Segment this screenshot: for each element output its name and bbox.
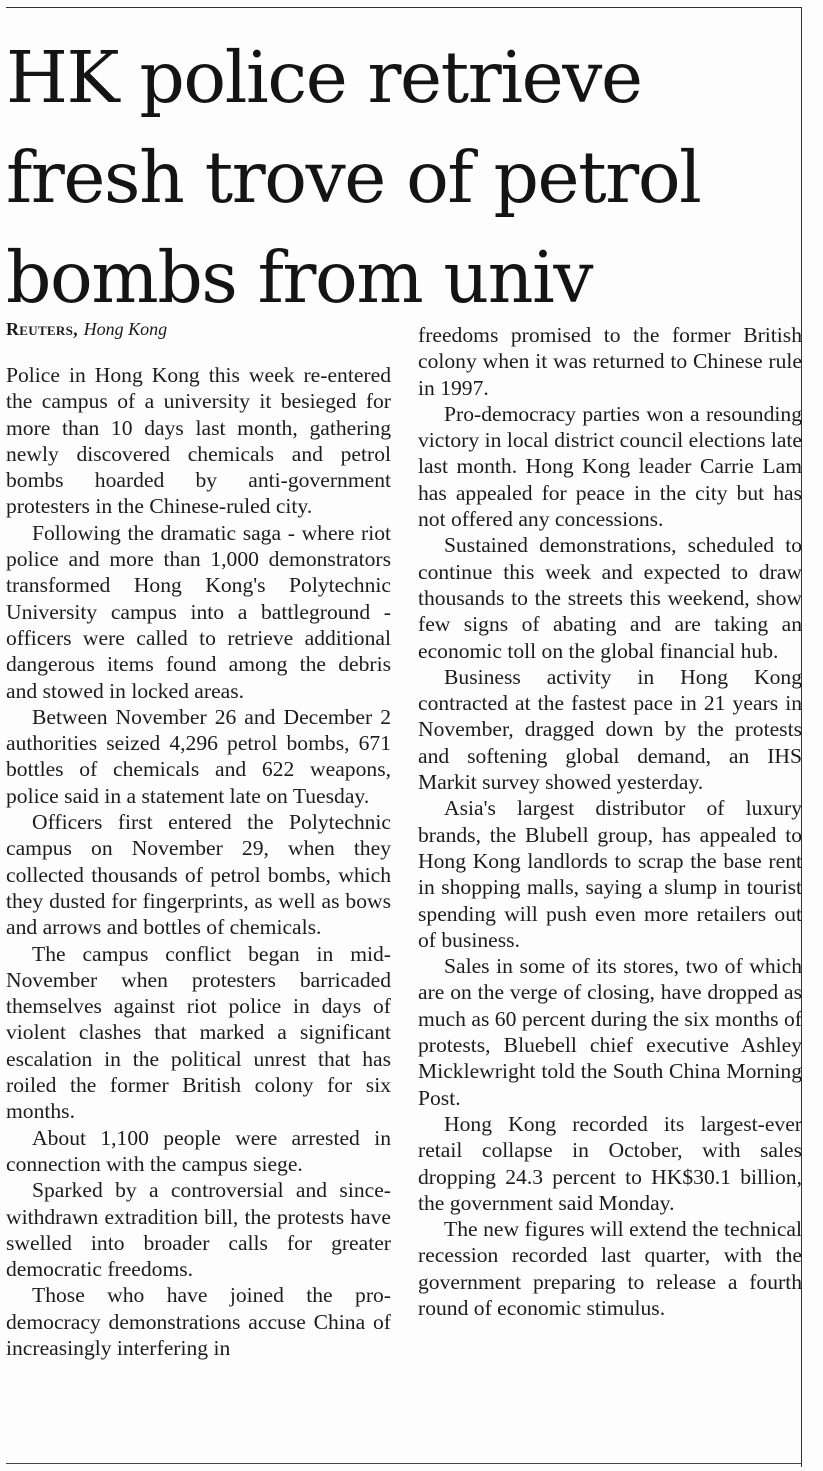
paragraph: Following the dramatic saga - where riot police and more than 1,000 demonstrators transformed Hong Kong's Polytechnic University campus into a battleground - officers were called to retrieve additional dangerous items found among the debris and stowed in locked areas.	[6, 520, 391, 703]
paragraph: Pro-democracy parties won a resounding victory in local district council elections late last month. Hong Kong leader Carrie Lam has appealed for peace in the city but has not offered any concessions.	[418, 401, 802, 532]
paragraph: Sales in some of its stores, two of which are on the verge of closing, have dropped as much as 60 percent during the six months of protests, Bluebell chief executive Ashley Micklewright told the South China Morning Post.	[418, 954, 802, 1110]
paragraph: The campus conflict began in mid-November when protesters barricaded themselves against riot police in days of violent clashes that marked a significant escalation in the political unrest that has roiled the former British colony for six months.	[6, 941, 391, 1124]
byline	[6, 318, 167, 340]
article-headline	[6, 28, 796, 328]
bottom-rule	[6, 1463, 802, 1464]
paragraph: About 1,100 people were arrested in connection with the campus siege.	[6, 1125, 391, 1176]
byline-place: Hong Kong	[83, 319, 168, 339]
paragraph: Sparked by a controversial and since-withdrawn extradition bill, the protests have swelled into broader calls for greater democratic freedoms.	[6, 1178, 391, 1282]
paragraph: Between November 26 and December 2 authorities seized 4,296 petrol bombs, 671 bottles of chemicals and 622 weapons, police said in a statement late on Tuesday.	[6, 704, 391, 808]
article-column-right	[418, 322, 802, 1321]
byline-agency: Reuters	[6, 319, 74, 339]
paragraph: Officers first entered the Polytechnic campus on November 29, when they collected thousands of petrol bombs, which they dusted for fingerprints, as well as bows and arrows and bottles of chemicals.	[6, 810, 391, 940]
paragraph: Sustained demonstrations, scheduled to continue this week and expected to draw thousands to the streets this weekend, show few signs of abating and are taking an economic toll on the global financial hub.	[418, 533, 802, 663]
article-column-left	[6, 362, 391, 1361]
paragraph: Business activity in Hong Kong contracted at the fastest pace in 21 years in November, dragged down by the protests and softening global demand, an IHS Markit survey showed yesterday.	[418, 664, 802, 795]
paragraph: The new figures will extend the technical recession recorded last quarter, with the government preparing to release a fourth round of economic stimulus.	[418, 1217, 802, 1320]
paragraph: Those who have joined the pro-democracy demonstrations accuse China of increasingly interfering in	[6, 1283, 391, 1360]
paragraph: Hong Kong recorded its largest-ever retail collapse in October, with sales dropping 24.3 percent to HK$30.1 billion, the government said Monday.	[418, 1111, 802, 1215]
paragraph: Police in Hong Kong this week re-entered the campus of a university it besieged for more than 10 days last month, gathering newly discovered chemicals and petrol bombs hoarded by anti-government protesters in the Chinese-ruled city.	[6, 363, 391, 519]
headline-line-3: bombs from univ	[6, 236, 593, 319]
byline-separator: ,	[73, 319, 78, 339]
top-rule	[6, 7, 802, 8]
headline-line-2: fresh trove of petrol	[6, 136, 701, 219]
paragraph: Asia's largest distributor of luxury brands, the Blubell group, has appealed to Hong Kong landlords to scrap the base rent in shopping malls, saying a slump in tourist spending will push even more retailers out of business.	[418, 796, 802, 952]
paragraph-continuation: freedoms promised to the former British colony when it was returned to Chinese rule in 1997.	[418, 323, 802, 400]
headline-line-1: HK police retrieve	[6, 36, 642, 119]
